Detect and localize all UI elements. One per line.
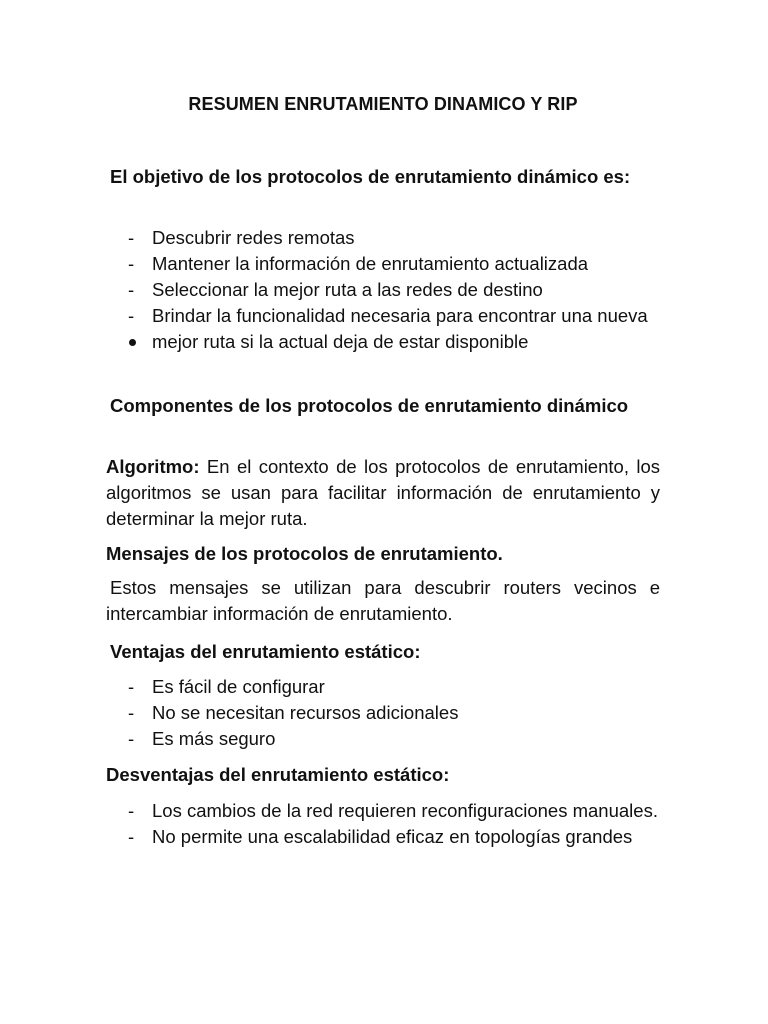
dash-marker: - — [128, 305, 135, 326]
list-item — [106, 225, 660, 251]
advantages-list — [106, 674, 660, 752]
list-item — [106, 798, 660, 824]
list-item-text: Mantener la información de enrutamiento actualizada — [152, 253, 589, 274]
dash-marker: - — [128, 728, 135, 749]
advantages-heading: Ventajas del enrutamiento estático: — [110, 641, 421, 662]
dash-marker: - — [128, 279, 135, 300]
list-item — [106, 726, 660, 752]
dash-marker: - — [128, 676, 135, 697]
dash-marker: - — [128, 702, 135, 723]
algorithm-text: En el contexto de los protocolos de enrutamiento, los algoritmos se usan para facilitar información de enrutamiento y determinar la mejor ruta. — [106, 456, 661, 529]
messages-heading: Mensajes de los protocolos de enrutamiento. — [106, 543, 503, 564]
disadvantages-heading: Desventajas del enrutamiento estático: — [106, 764, 450, 785]
disadvantages-list — [106, 798, 660, 850]
list-item-text: Descubrir redes remotas — [152, 227, 355, 248]
components-heading: Componentes de los protocolos de enrutamiento dinámico — [110, 395, 629, 416]
list-item — [106, 674, 660, 700]
objective-heading: El objetivo de los protocolos de enrutamiento dinámico es: — [110, 166, 631, 187]
list-item-text: Seleccionar la mejor ruta a las redes de destino — [152, 279, 543, 300]
list-item — [106, 700, 660, 726]
bullet-icon — [129, 339, 136, 346]
list-item — [106, 251, 660, 277]
algorithm-label: Algoritmo: — [106, 456, 200, 477]
list-item — [106, 303, 660, 329]
list-item — [106, 824, 660, 850]
list-item-text: Es fácil de configurar — [152, 676, 325, 697]
dash-marker: - — [128, 227, 135, 248]
document-title: RESUMEN ENRUTAMIENTO DINAMICO Y RIP — [188, 94, 578, 114]
dash-marker: - — [128, 826, 135, 847]
list-item-text: mejor ruta si la actual deja de estar disponible — [152, 331, 529, 352]
list-item — [106, 277, 660, 303]
list-item-text: No permite una escalabilidad eficaz en topologías grandes — [152, 826, 633, 847]
algorithm-paragraph — [106, 454, 660, 532]
dash-marker: - — [128, 800, 135, 821]
objective-list — [106, 225, 660, 355]
dash-marker: - — [128, 253, 135, 274]
messages-paragraph: Estos mensajes se utilizan para descubrir routers vecinos e intercambiar información de enrutamiento. — [106, 577, 660, 624]
list-item-text: No se necesitan recursos adicionales — [152, 702, 459, 723]
list-item-text: Brindar la funcionalidad necesaria para encontrar una nueva — [152, 305, 648, 326]
list-item-text: Los cambios de la red requieren reconfiguraciones manuales. — [152, 800, 658, 821]
list-item — [106, 329, 660, 355]
list-item-text: Es más seguro — [152, 728, 276, 749]
